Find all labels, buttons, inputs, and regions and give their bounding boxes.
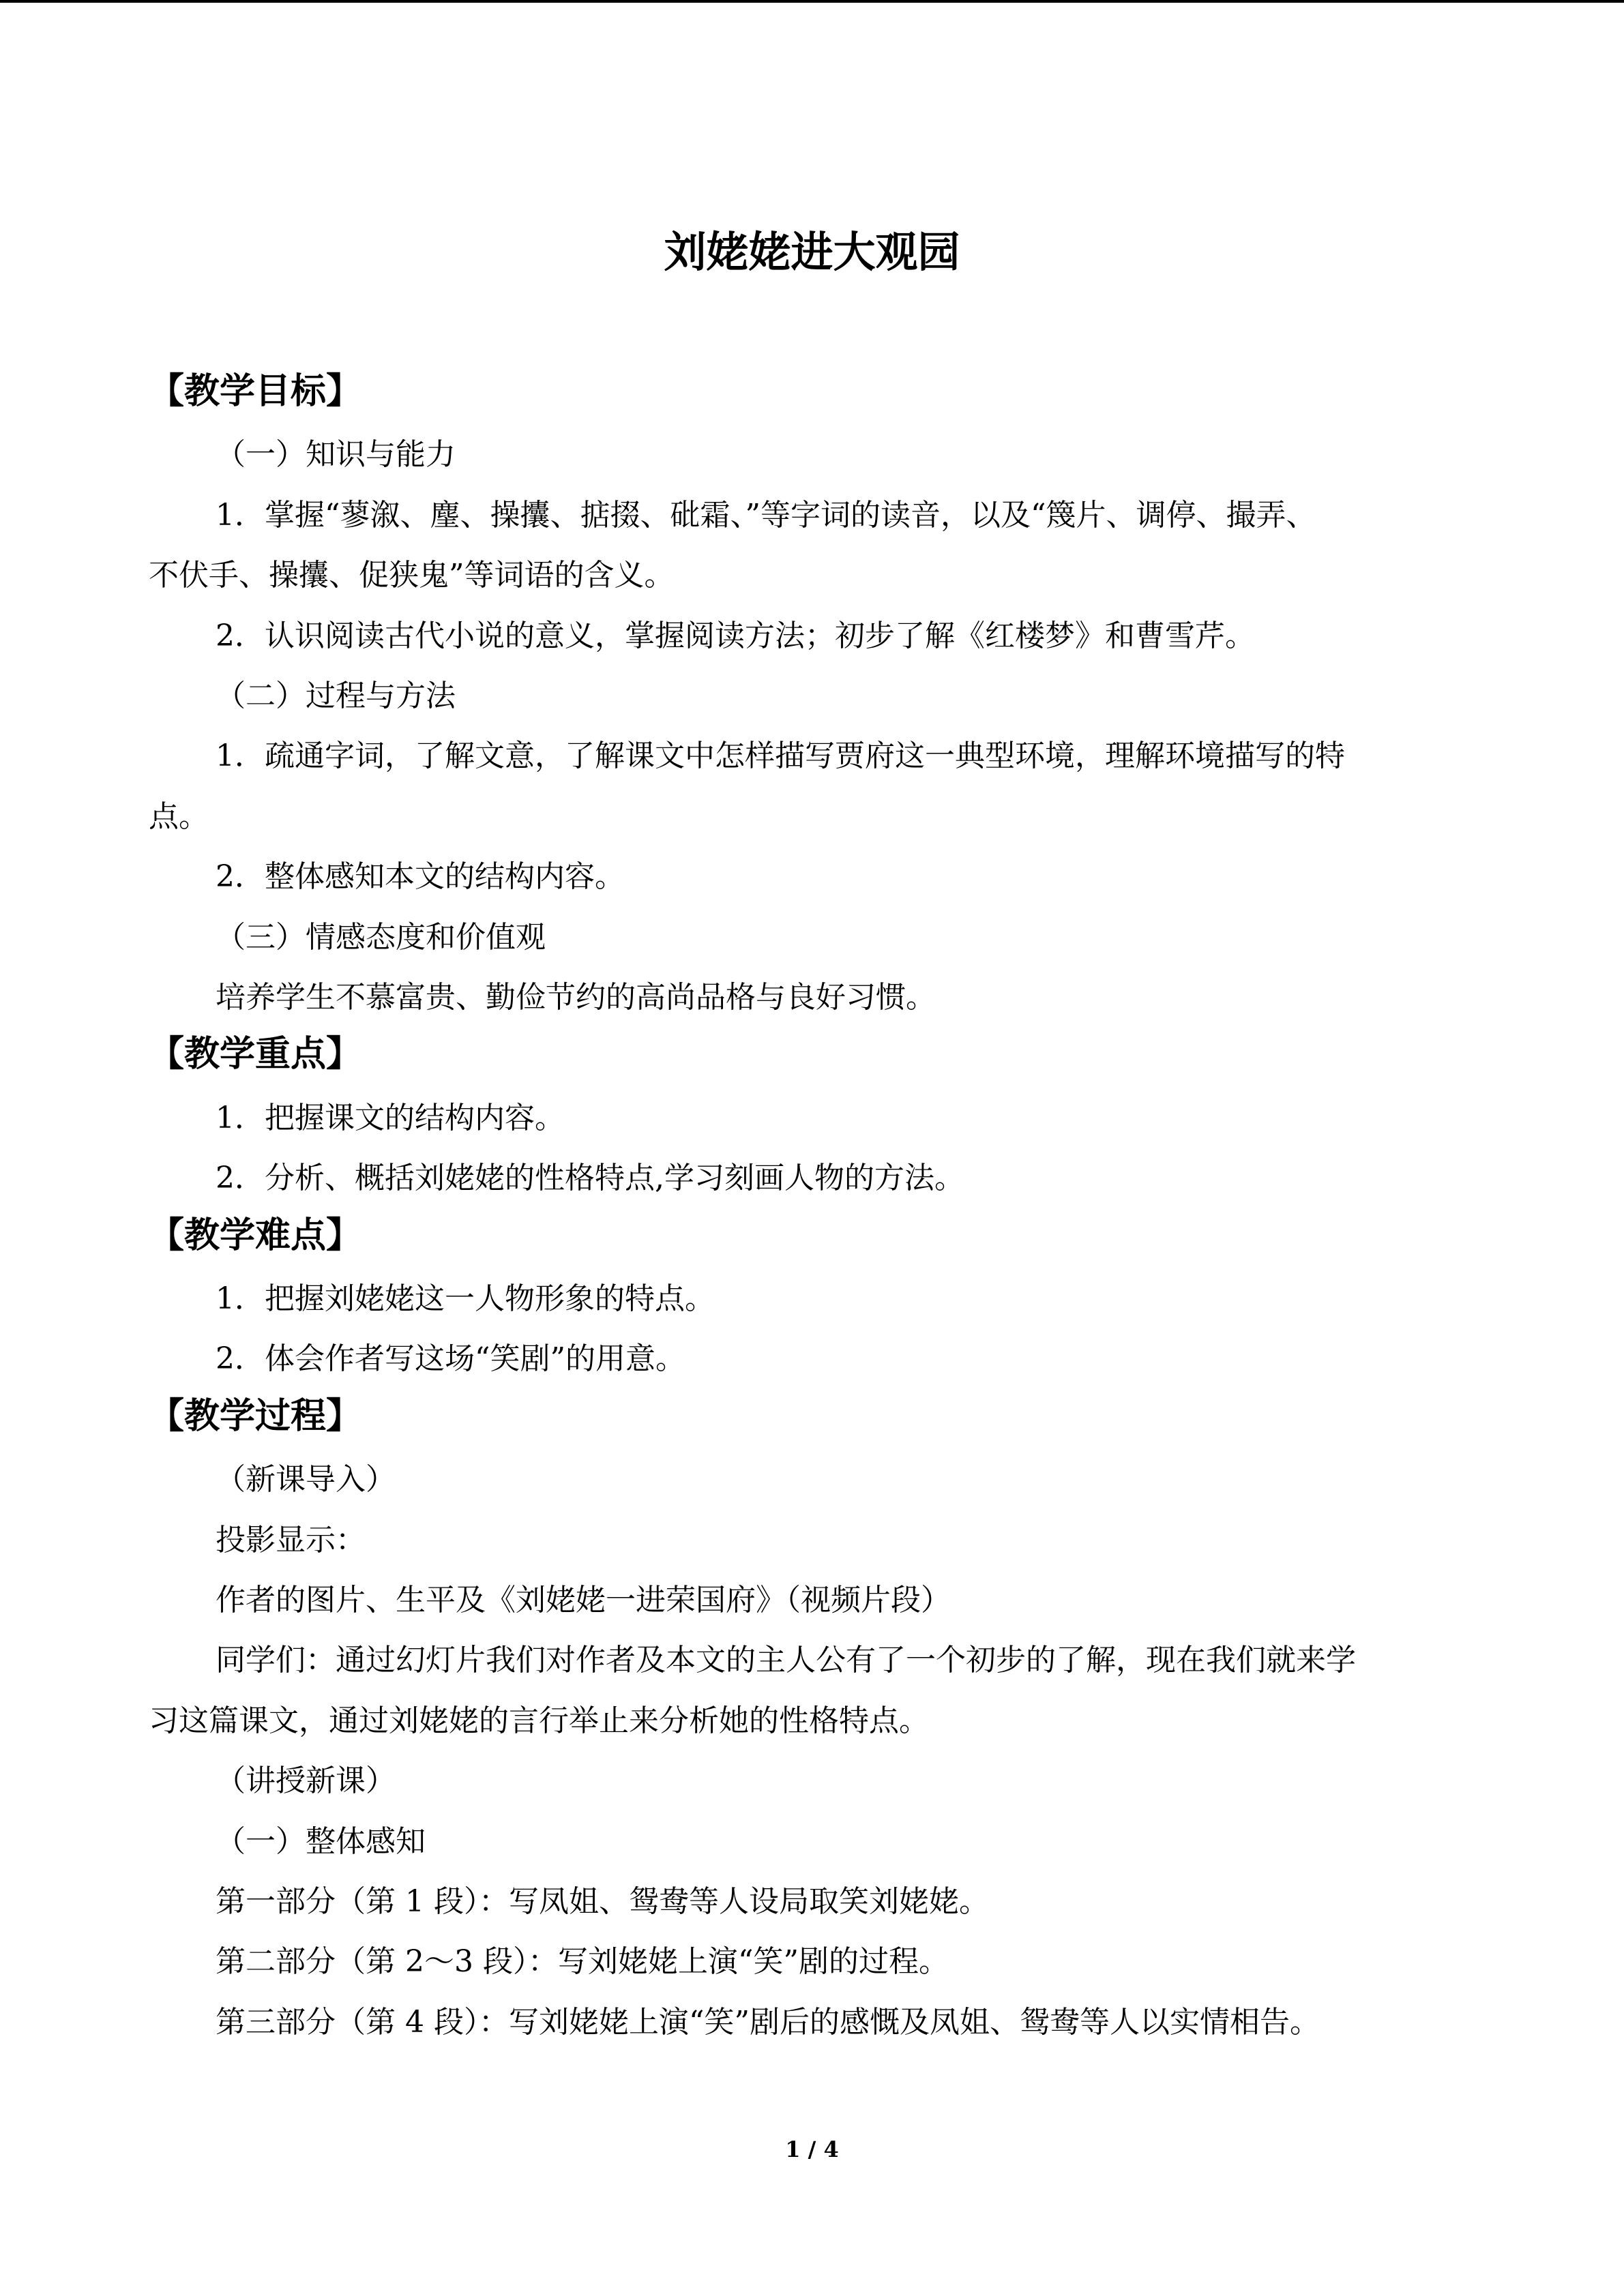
page-title: 刘姥姥进大观园 [664,227,960,277]
body-line: 第三部分（第 4 段）：写刘姥姥上演“笑”剧后的感慨及凤姐、鸳鸯等人以实情相告。 [216,2004,1320,2040]
section-heading: 【教学目标】 [149,371,362,412]
section-heading: 【教学重点】 [149,1034,362,1075]
body-line: 1．疏通字词，了解文意，了解课文中怎样描写贾府这一典型环境，理解环境描写的特 [216,739,1345,774]
body-line: 1．把握刘姥姥这一人物形象的特点。 [216,1281,715,1316]
body-line: 1．把握课文的结构内容。 [216,1100,565,1135]
body-line: （一）整体感知 [216,1823,426,1859]
section-heading: 【教学过程】 [149,1395,362,1437]
body-line: 第二部分（第 2～3 段）：写刘姥姥上演“笑”剧的过程。 [216,1944,949,1980]
body-line: 投影显示： [216,1522,366,1557]
body-line: 培养学生不慕富贵、勤俭节约的高尚品格与良好习惯。 [216,980,936,1015]
body-line: 2．体会作者写这场“笑剧”的用意。 [216,1341,685,1377]
body-line: （一）知识与能力 [216,437,456,473]
page-number: 1 / 4 [785,2136,839,2162]
top-border-line [0,0,1624,3]
body-line: 习这篇课文，通过刘姥姥的言行举止来分析她的性格特点。 [149,1703,929,1738]
body-line: 不伏手、操攮、促狭鬼”等词语的含义。 [149,558,675,593]
body-line: （二）过程与方法 [216,679,456,713]
body-line: 1．掌握“蓼溆、麈、操攮、掂掇、砒霜、”等字词的读音，以及“篾片、调停、撮弄、 [216,497,1316,533]
body-line: （三）情感态度和价值观 [216,919,546,955]
body-line: （讲授新课） [216,1763,396,1799]
body-line: 2．整体感知本文的结构内容。 [216,859,625,895]
body-line: （新课导入） [216,1462,396,1497]
body-line: 2．分析、概括刘姥姥的性格特点,学习刻画人物的方法。 [216,1161,964,1196]
body-line: 作者的图片、生平及《刘姥姥一进荣国府》（视频片段） [216,1583,951,1617]
body-line: 点。 [149,799,209,834]
section-heading: 【教学难点】 [149,1214,362,1256]
body-line: 第一部分（第 1 段）：写凤姐、鸳鸯等人设局取笑刘姥姥。 [216,1884,989,1919]
body-line: 同学们：通过幻灯片我们对作者及本文的主人公有了一个初步的了解，现在我们就来学 [216,1643,1356,1678]
body-line: 2．认识阅读古代小说的意义，掌握阅读方法；初步了解《红楼梦》和曹雪芹。 [216,618,1255,653]
